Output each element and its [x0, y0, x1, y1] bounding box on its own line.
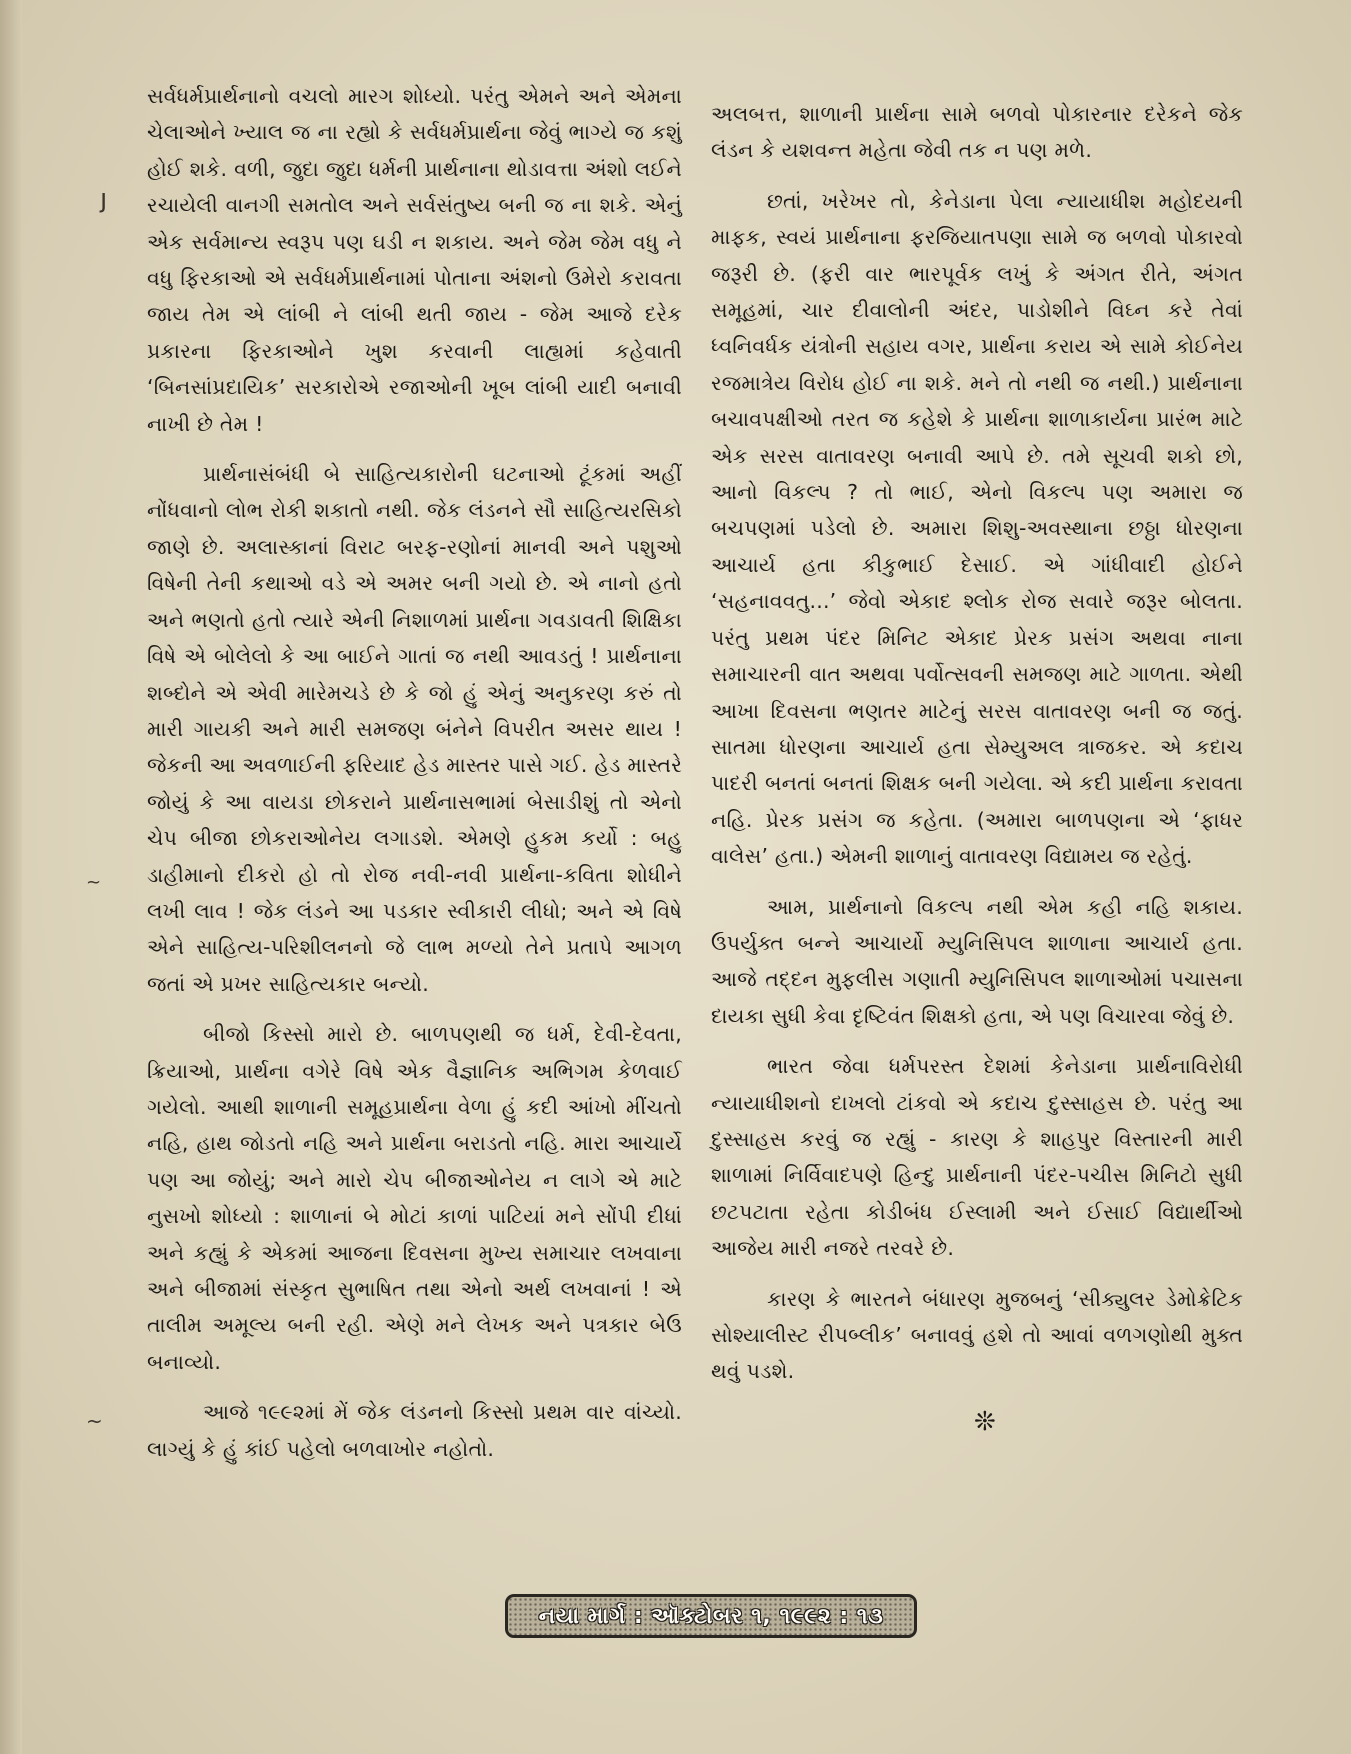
paragraph: છતાં, ખરેખર તો, કેનેડાના પેલા ન્યાયાધીશ મહોદયની માફક, સ્વયં પ્રાર્થનાના ફરજિયાતપણા સામે જ બળવો પોકારવો જરૂરી છે. (ફરી વાર ભારપૂર્વક લખું કે અંગત રીતે, અંગત સમૂહમાં, ચાર દીવાલોની અંદર, પાડોશીને વિઘ્ન કરે તેવાં ધ્વનિવર્ધક યંત્રોની સહાય વગર, પ્રાર્થના કરાય એ સામે કોઈનેય રજમાત્રેય વિરોધ હોઈ ના શકે. મને તો નથી જ નથી.) પ્રાર્થનાના બચાવપક્ષીઓ તરત જ કહેશે કે પ્રાર્થના શાળાકાર્યના પ્રારંભ માટે એક સરસ વાતાવરણ બનાવી આપે છે. તમે સૂચવી શકો છો, આનો વિકલ્પ ? તો ભાઈ, એનો વિકલ્પ પણ અમારા જ બચપણમાં પડેલો છે. અમારા શિશુ-અવસ્થાના છઠ્ઠા ધોરણના આચાર્ય હતા કીકુભાઈ દેસાઈ. એ ગાંધીવાદી હોઈને ‘સહનાવવતુ...’ જેવો એકાદ શ્લોક રોજ સવારે જરૂર બોલતા. પરંતુ પ્રથમ પંદર મિનિટ એકાદ પ્રેરક પ્રસંગ અથવા નાના સમાચારની વાત અથવા પર્વોત્સવની સમજણ માટે ગાળતા. એથી આખા દિવસના ભણતર માટેનું સરસ વાતાવરણ બની જ જતું. સાતમા ધોરણના આચાર્ય હતા સેમ્યુઅલ ત્રાજકર. એ કદાચ પાદરી બનતાં બનતાં શિક્ષક બની ગયેલા. એ કદી પ્રાર્થના કરાવતા નહિ. પ્રેરક પ્રસંગ જ કહેતા. (અમારા બાળપણના એ ‘ફાધર વાલેસ’ હતા.) એમની શાળાનું વાતાવરણ વિદ્યામય જ રહેતું. — [711, 188, 1243, 869]
paragraph: સર્વધર્મપ્રાર્થનાનો વચલો મારગ શોધ્યો. પરંતુ એમને અને એમના ચેલાઓને ખ્યાલ જ ના રહ્યો કે સર્વધર્મપ્રાર્થના જેવું ભાગ્યે જ કશું હોઈ શકે. વળી, જુદા જુદા ધર્મની પ્રાર્થનાના થોડાવત્તા અંશો લઈને રચાયેલી વાનગી સમતોલ અને સર્વસંતુષ્ય બની જ ના શકે. એનું એક સર્વમાન્ય સ્વરૂપ પણ ઘડી ન શકાય. અને જેમ જેમ વધુ ને વધુ ફિરકાઓ એ સર્વધર્મપ્રાર્થનામાં પોતાના અંશનો ઉમેરો કરાવતા જાય તેમ એ લાંબી ને લાંબી થતી જાય - જેમ આજે દરેક પ્રકારના ફિરકાઓને ખુશ કરવાની લાહ્યમાં કહેવાતી ‘બિનસાંપ્રદાયિક’ સરકારોએ રજાઓની ખૂબ લાંબી યાદી બનાવી નાખી છે તેમ ! — [147, 84, 682, 436]
paragraph: આમ, પ્રાર્થનાનો વિકલ્પ નથી એમ કહી નહિ શકાય. ઉપર્યુક્ત બન્ને આચાર્યો મ્યુનિસિપલ શાળાના આચાર્ય હતા. આજે તદ્દન મુફલીસ ગણાતી મ્યુનિસિપલ શાળાઓમાં પચાસના દાયકા સુધી કેવા દૃષ્ટિવંત શિક્ષકો હતા, એ પણ વિચારવા જેવું છે. — [711, 894, 1243, 1028]
margin-pencil-mark: ȷ — [100, 184, 108, 214]
margin-pencil-mark: ~ — [86, 1409, 103, 1433]
paragraph: કારણ કે ભારતને બંધારણ મુજબનું ‘સીક્યુલર ડેમોક્રેટિક સોશ્યાલીસ્ટ રીપબ્લીક’ બનાવવું હશે તો આવાં વળગણોથી મુક્ત થવું પડશે. — [711, 1286, 1243, 1384]
paragraph: પ્રાર્થનાસંબંધી બે સાહિત્યકારોની ઘટનાઓ ટૂંકમાં અહીં નોંધવાનો લોભ રોકી શકાતો નથી. જેક લંડનને સૌ સાહિત્યરસિકો જાણે છે. અલાસ્કાનાં વિરાટ બરફ-રણોનાં માનવી અને પશુઓ વિષેની તેની કથાઓ વડે એ અમર બની ગયો છે. એ નાનો હતો અને ભણતો હતો ત્યારે એની નિશાળમાં પ્રાર્થના ગવડાવતી શિક્ષિકા વિષે એ બોલેલો કે આ બાઈને ગાતાં જ નથી આવડતું ! પ્રાર્થનાના શબ્દોને એ એવી મારેમચડે છે કે જો હું એનું અનુકરણ કરું તો મારી ગાયકી અને મારી સમજણ બંનેને વિપરીત અસર થાય ! જેકની આ અવળાઈની ફરિયાદ હેડ માસ્તર પાસે ગઈ. હેડ માસ્તરે જોયું કે આ વાયડા છોકરાને પ્રાર્થનાસભામાં બેસાડીશું તો એનો ચેપ બીજા છોકરાઓનેય લગાડશે. એમણે હુકમ કર્યો : બહુ ડાહીમાનો દીકરો હો તો રોજ નવી-નવી પ્રાર્થના-કવિતા શોધીને લખી લાવ ! જેક લંડને આ પડકાર સ્વીકારી લીધો; અને એ વિષે એને સાહિત્ય-પરિશીલનનો જે લાભ મળ્યો તેને પ્રતાપે આગળ જતાં એ પ્રખર સાહિત્યકાર બન્યો. — [147, 462, 682, 996]
footer-issue-info: નયા માર્ગ : ઑક્ટોબર ૧, ૧૯૯૨ : ૧૩ — [538, 1603, 884, 1629]
section-end-ornament: ❊ — [974, 1406, 996, 1437]
paragraph: અલબત્ત, શાળાની પ્રાર્થના સામે બળવો પોકારનાર દરેકને જેક લંડન કે યશવન્ત મહેતા જેવી તક ન પણ મળે. — [711, 102, 1243, 163]
paragraph: આજે ૧૯૯૨માં મેં જેક લંડનનો કિસ્સો પ્રથમ વાર વાંચ્યો. લાગ્યું કે હું કાંઈ પહેલો બળવાખોર નહોતો. — [147, 1400, 682, 1461]
left-text-column — [147, 78, 682, 1481]
paragraph: બીજો કિસ્સો મારો છે. બાળપણથી જ ધર્મ, દેવી-દેવતા, ક્રિયાઓ, પ્રાર્થના વગેરે વિષે એક વૈજ્ઞાનિક અભિગમ કેળવાઈ ગયેલો. આથી શાળાની સમૂહપ્રાર્થના વેળા હું કદી આંખો મીંચતો નહિ, હાથ જોડતો નહિ અને પ્રાર્થના બરાડતો નહિ. મારા આચાર્યે પણ આ જોયું; અને મારો ચેપ બીજાઓનેય ન લાગે એ માટે નુસખો શોધ્યો : શાળાનાં બે મોટાં કાળાં પાટિયાં મને સોંપી દીધાં અને કહ્યું કે એકમાં આજના દિવસના મુખ્ય સમાચાર લખવાના અને બીજામાં સંસ્કૃત સુભાષિત તથા એનો અર્થ લખવાનાં ! એ તાલીમ અમૂલ્ય બની રહી. એણે મને લેખક અને પત્રકાર બેઉ બનાવ્યો. — [147, 1022, 682, 1374]
footer-banner — [505, 1594, 917, 1638]
paragraph: ભારત જેવા ધર્મપરસ્ત દેશમાં કેનેડાના પ્રાર્થનાવિરોધી ન્યાયાધીશનો દાખલો ટાંકવો એ કદાચ દુસ્સાહસ છે. પરંતુ આ દુસ્સાહસ કરવું જ રહ્યું - કારણ કે શાહપુર વિસ્તારની મારી શાળામાં નિર્વિવાદપણે હિન્દુ પ્રાર્થનાની પંદર-પચીસ મિનિટો સુધી છટપટાતા રહેતા કોડીબંધ ઈસ્લામી અને ઈસાઈ વિદ્યાર્થીઓ આજેય મારી નજરે તરવરે છે. — [711, 1054, 1243, 1261]
margin-pencil-mark: ~ — [86, 872, 102, 893]
page-binding-edge — [0, 0, 22, 1754]
right-text-column — [711, 96, 1243, 1440]
